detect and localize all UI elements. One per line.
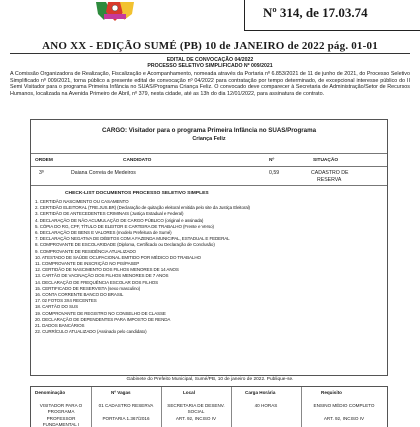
list-item: 17. 02 FOTOS 3X4 RECENTES <box>35 298 97 304</box>
list-item: 5. CÓPIA DO RG, CPF, TÍTULO DE ELEITOR E CARTEIRA DE TRABALHO (Frente e Verso) <box>35 223 214 229</box>
col-header-vagas: Nº Vagas <box>111 390 131 395</box>
process-title: PROCESSO SELETIVO SIMPLIFICADO Nº 009/2021 <box>147 63 273 69</box>
list-item: 1. CERTIDÃO NASCIMENTO OU CASAMENTO <box>35 199 129 204</box>
documents-title: CHECK-LIST DOCUMENTOS PROCESSO SELETIVO SIMPLES <box>65 191 209 196</box>
table-cell: ART. 92, INCISO IV <box>175 416 217 421</box>
edital-title: EDITAL DE CONVOCAÇÃO 04/2022 <box>166 57 254 63</box>
list-item: 20. DECLARAÇÃO DE DEPENDENTES PARA IMPOSTO DE RENDA <box>35 316 171 322</box>
table-cell: ENSINO MÉDIO COMPLETO <box>313 403 375 408</box>
header-divider <box>10 53 410 54</box>
law-reference-box <box>244 0 420 31</box>
list-item: 9. COMPROVANTE DE RESIDÊNCIA ATUALIZADO <box>35 248 136 254</box>
list-item: 4. DECLARAÇÃO DE NÃO ACUMULAÇÃO DE CARGO PÚBLICO (original e assinada) <box>35 217 204 223</box>
list-item: 14. DECLARAÇÃO DE FREQUÊNCIA ESCOLAR DOS FILHOS <box>35 279 159 285</box>
col-header-candidato: CANDIDATO <box>123 158 152 163</box>
table-column-divider <box>161 387 162 427</box>
cargo-title: CARGO: Visitador para o programa Primeira Infância no SUAS/Programa <box>101 127 317 134</box>
list-item: 19. COMPROVANTE DE REGISTRO NO CONSELHO DE CLASSE <box>35 310 166 316</box>
municipal-crest-logo <box>92 0 138 22</box>
list-item: 12. CERTIDÃO DE NASCIMENTO DOS FILHOS MENORES DE 14 ANOS <box>35 267 179 273</box>
col-header-ordem: ORDEM <box>35 158 53 163</box>
table-cell: ART. 92, INCISO IV <box>323 416 365 421</box>
table-column-divider <box>231 387 232 427</box>
table-cell: SECRETARIA DE DESENV. SOCIAL <box>167 403 225 414</box>
list-item: 21. DADOS BANCÁRIOS <box>35 323 85 329</box>
row-numero: 0,59 <box>269 170 280 176</box>
table-cell: PROFESSOR FUNDAMENTAL I <box>42 416 80 427</box>
col-header-local: Local <box>183 390 195 395</box>
col-header-carga: Carga Horária <box>245 390 276 395</box>
positions-table <box>30 386 388 427</box>
documents-section <box>31 151 387 371</box>
edition-header: ANO XX - EDIÇÃO SUMÉ (PB) 10 de JANEIRO de 2022 pág. 01-01 <box>42 40 378 52</box>
cargo-subtitle: Criança Feliz <box>192 136 226 142</box>
list-item: 22. CURRÍCULO ATUALIZADO (Assinado pelo candidato) <box>35 329 147 335</box>
table-cell: 01 CADASTRO RESERVA <box>98 403 154 408</box>
table-cell: 40 HORAS <box>254 403 278 408</box>
list-item: 8. COMPROVANTE DE ESCOLARIDADE (Diploma, Certificado ou Declaração de Conclusão) <box>35 242 215 248</box>
table-cell: VISITADOR PARA O PROGRAMA <box>39 403 83 414</box>
list-item: 10. ATESTADO DE SAÚDE OCUPACIONAL EMITIDO POR MÉDICO DO TRABALHO <box>35 254 201 260</box>
list-item: 11. COMPROVANTE DE INSCRIÇÃO NO PIS/PASEP <box>35 261 140 267</box>
table-cell: PORTARIA 1.367/2016 <box>102 416 150 421</box>
row-situacao-line1: CADASTRO DE <box>311 170 349 176</box>
list-item: 13. CARTÃO DE VACINAÇÃO DOS FILHOS MENORES DE 7 ANOS <box>35 273 169 279</box>
col-header-numero: Nº <box>269 158 275 163</box>
row-ordem: 3º <box>39 170 44 176</box>
list-item: 16. CONTA CORRENTE BANCO DO BRASIL <box>35 292 124 298</box>
row-situacao-line2: RESERVA <box>317 177 342 183</box>
closing-note: Gabinete do Prefeito Municipal, Sumé/PB, 10 de janeiro de 2022. Publique-se. <box>126 377 294 382</box>
list-item: 7. DECLARAÇÃO NEGATIVA DE DÉBITOS COM A FAZENDA MUNICIPAL, ESTADUAL E FEDERAL <box>35 236 230 242</box>
col-header-denominacao: Denominação <box>35 390 66 395</box>
col-header-situacao: SITUAÇÃO <box>313 158 339 163</box>
law-number-date: Nº 314, de 17.03.74 <box>263 5 368 20</box>
list-item: 2. CERTIDÃO ELEITORAL (TRE.JUS.BR) (Declaração de quitação eleitoral emitida pelo site da Justiça Eleitoral) <box>35 205 250 211</box>
convocation-table <box>30 119 388 376</box>
list-item: 3. CERTIDÃO DE ANTECEDENTES CRIMINAIS (Justiça Estadual e Federal) <box>35 211 184 217</box>
list-item: 18. CARTÃO DO SUS <box>35 304 78 310</box>
row-candidato: Daiana Correia de Medeiros <box>71 170 136 176</box>
edital-paragraph: A Comissão Organizadora de Realização, Fiscalização e Acompanhamento, nomeada através da Portaria nº 6.853/2021 de 11 de junho de 2021, do Processo Seletivo Simplificado nº 009/2021, torna público a presente edital de convocação nº 04/2022 para contratação por tempo determinado, de excepcional interesse público do II Semi Visitador para o programa Primeira Infância no SUAS/Programa Criança Feliz. O convocado deve comparecer à Secretaria de Administração/Setor de Recursos Humanos, localizada na Avenida Primeiro de Abril, nº 379, nesta cidade, até as 13h do dia 12/01/2022, para assinatura de contrato. <box>10 71 410 97</box>
documents-list <box>35 199 379 335</box>
col-header-requisito: Requisito <box>321 390 342 395</box>
table-column-divider <box>91 387 92 427</box>
table-column-divider <box>301 387 302 427</box>
list-item: 15. CERTIFICADO DE RESERVISTA (sexo masculino) <box>35 285 141 291</box>
list-item: 6. DECLARAÇÃO DE BENS E VALORES (modelo Prefeitura de Sumé) <box>35 230 172 236</box>
